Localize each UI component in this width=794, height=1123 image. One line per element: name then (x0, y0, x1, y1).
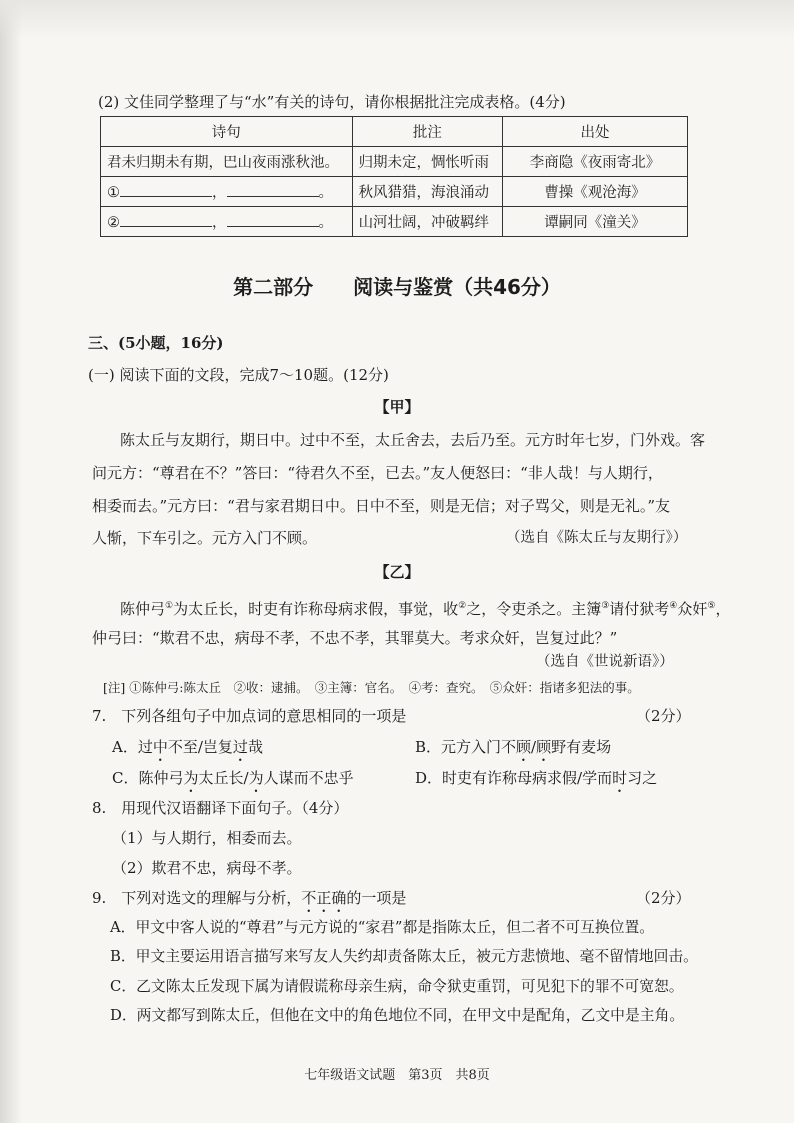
answer-blank[interactable] (227, 182, 319, 197)
source-cell: 谭嗣同《潼关》 (503, 207, 688, 237)
q7-points: （2分） (636, 707, 691, 725)
jia-line: 相委而去。”元方曰：“君与家君期日中。日中不至，则是无信；对子骂父，则是无礼。”友 (92, 497, 671, 515)
header-note: 批注 (352, 117, 503, 147)
q2-prompt: (2) 文佳同学整理了与“水”有关的诗句，请你根据批注完成表格。(4分) (98, 93, 566, 111)
dotted-word: 时 (612, 769, 628, 787)
opt-text: / (531, 738, 537, 756)
blank-separator: ， (212, 215, 227, 231)
page-footer: 七年级语文试题 第3页 共8页 (304, 1068, 490, 1083)
footnote-mark: ② (458, 601, 467, 611)
verse-cell: 君未归期未有期，巴山夜雨涨秋池。 (101, 147, 353, 177)
part-title: 第二部分 阅读与鉴赏（共46分） (233, 275, 561, 299)
yi-line: 仲弓曰：“欺君不忠，病母不孝，不忠不孝，其罪莫大。考求众奸，岂复过此？” (92, 629, 618, 647)
footnote-mark: ③ (601, 601, 610, 611)
yi-text: 众奸 (677, 600, 708, 618)
dotted-word: 为 (248, 769, 264, 787)
q9-stem-emphasis: 不正确 (301, 889, 347, 907)
dotted-word: 顾 (536, 738, 552, 756)
note-cell: 山河壮阔，冲破羁绊 (352, 207, 503, 237)
opt-text: B．元方入门不 (415, 738, 517, 756)
yi-text: ， (715, 600, 731, 618)
dotted-word: 过 (232, 738, 248, 756)
yi-text: 请付狱考 (609, 600, 670, 618)
header-verse: 诗句 (101, 117, 353, 147)
jia-line: 问元方：“尊君在不？”答曰：“待君久不至，已去。”友人便怒曰：“非人哉！与人期行， (92, 464, 663, 482)
table-header-row (101, 117, 688, 147)
opt-text: 人谋而不忠乎 (263, 769, 354, 787)
q9-option-d[interactable]: D．两文都写到陈太丘，但他在文中的角色地位不同，在甲文中是配角，乙文中是主角。 (110, 1007, 685, 1024)
blank-end: 。 (318, 215, 333, 231)
answer-blank[interactable] (227, 212, 319, 227)
opt-text: 太丘长/ (198, 769, 249, 787)
q9-stem (92, 888, 406, 916)
q9-stem-text: 的一项是 (346, 889, 407, 907)
footnote-mark: ④ (669, 601, 678, 611)
q9-option-b[interactable]: B．甲文主要运用语言描写来写友人失约却责备陈太丘，被元方悲愤地、毫不留情地回击。 (110, 948, 698, 965)
verse-cell (101, 207, 353, 237)
footnotes: [注] ①陈仲弓:陈太丘 ②收：逮捕。 ③主簿：官名。 ④考：查究。 ⑤众奸：指诸多犯法的事。 (103, 680, 640, 695)
yi-line (120, 596, 730, 619)
opt-text: 哉 (247, 738, 263, 756)
answer-blank[interactable] (120, 212, 212, 227)
dotted-word: 顾 (516, 738, 532, 756)
jia-line: 人惭，下车引之。元方入门不顾。 (92, 529, 318, 547)
source-cell: 曹操《观沧海》 (503, 177, 688, 207)
q8-sentence-1: （1）与人期行，相委而去。 (112, 829, 302, 847)
note-cell: 归期未定，惆怅听雨 (352, 147, 503, 177)
q8-stem: 8. 用现代汉语翻译下面句子。（4分） (92, 799, 349, 817)
q9-stem-text: 9. 下列对选文的理解与分析， (92, 889, 302, 907)
verse-cell (101, 177, 353, 207)
yi-source: （选自《世说新语》） (536, 654, 674, 670)
opt-text: C．陈仲弓 (112, 769, 184, 787)
blank-separator: ， (212, 185, 227, 201)
dotted-word: 中 (152, 738, 168, 756)
opt-text: A．过 (112, 738, 153, 756)
q7-option-a[interactable] (112, 737, 263, 765)
poem-table (100, 116, 688, 237)
q9-option-c[interactable]: C．乙文陈太丘发现下属为请假谎称母亲生病，命令狱吏重罚，可见犯下的罪不可宽恕。 (110, 978, 684, 995)
blank-number: ② (107, 215, 120, 231)
q8-sentence-2: （2）欺君不忠，病母不孝。 (112, 859, 302, 877)
q7-option-c[interactable] (112, 768, 354, 796)
opt-text: D．时吏有诈称母病求假/学而 (415, 769, 613, 787)
source-cell: 李商隐《夜雨寄北》 (503, 147, 688, 177)
sub-heading: (一) 阅读下面的文段，完成7～10题。(12分) (88, 366, 389, 384)
footnote-mark: ⑤ (707, 601, 716, 611)
q9-option-a[interactable]: A．甲文中客人说的“尊君”与元方说的“家君”都是指陈太丘，但二者不可互换位置。 (110, 919, 655, 936)
section-heading: 三、(5小题，16分) (88, 334, 224, 352)
table-row (101, 207, 688, 237)
jia-label: 【甲】 (374, 398, 420, 416)
table-row (101, 147, 688, 177)
scan-shadow-top (0, 0, 794, 40)
blank-end: 。 (318, 185, 333, 201)
header-source: 出处 (503, 117, 688, 147)
dotted-word: 为 (183, 769, 199, 787)
opt-text: 野有麦场 (551, 738, 612, 756)
table-row (101, 177, 688, 207)
q7-option-d[interactable] (415, 768, 657, 796)
q7-stem: 7. 下列各组句子中加点词的意思相同的一项是 (92, 707, 407, 725)
yi-text: 之，令吏杀之。主簿 (466, 600, 602, 618)
q9-points: （2分） (636, 889, 691, 907)
q7-option-b[interactable] (415, 737, 611, 765)
yi-label: 【乙】 (374, 563, 420, 581)
jia-line: 陈太丘与友期行，期日中。过中不至，太丘舍去，去后乃至。元方时年七岁，门外戏。客 (120, 431, 706, 449)
opt-text: 习之 (627, 769, 658, 787)
yi-text: 为太丘长，时吏有诈称母病求假，事觉，收 (173, 600, 459, 618)
answer-blank[interactable] (120, 182, 212, 197)
blank-number: ① (107, 185, 120, 201)
note-cell: 秋风猎猎，海浪涌动 (352, 177, 503, 207)
yi-text: 陈仲弓 (120, 600, 166, 618)
opt-text: 不至/岂复 (167, 738, 233, 756)
jia-source: （选自《陈太丘与友期行》） (506, 530, 688, 546)
footnote-mark: ① (165, 601, 174, 611)
